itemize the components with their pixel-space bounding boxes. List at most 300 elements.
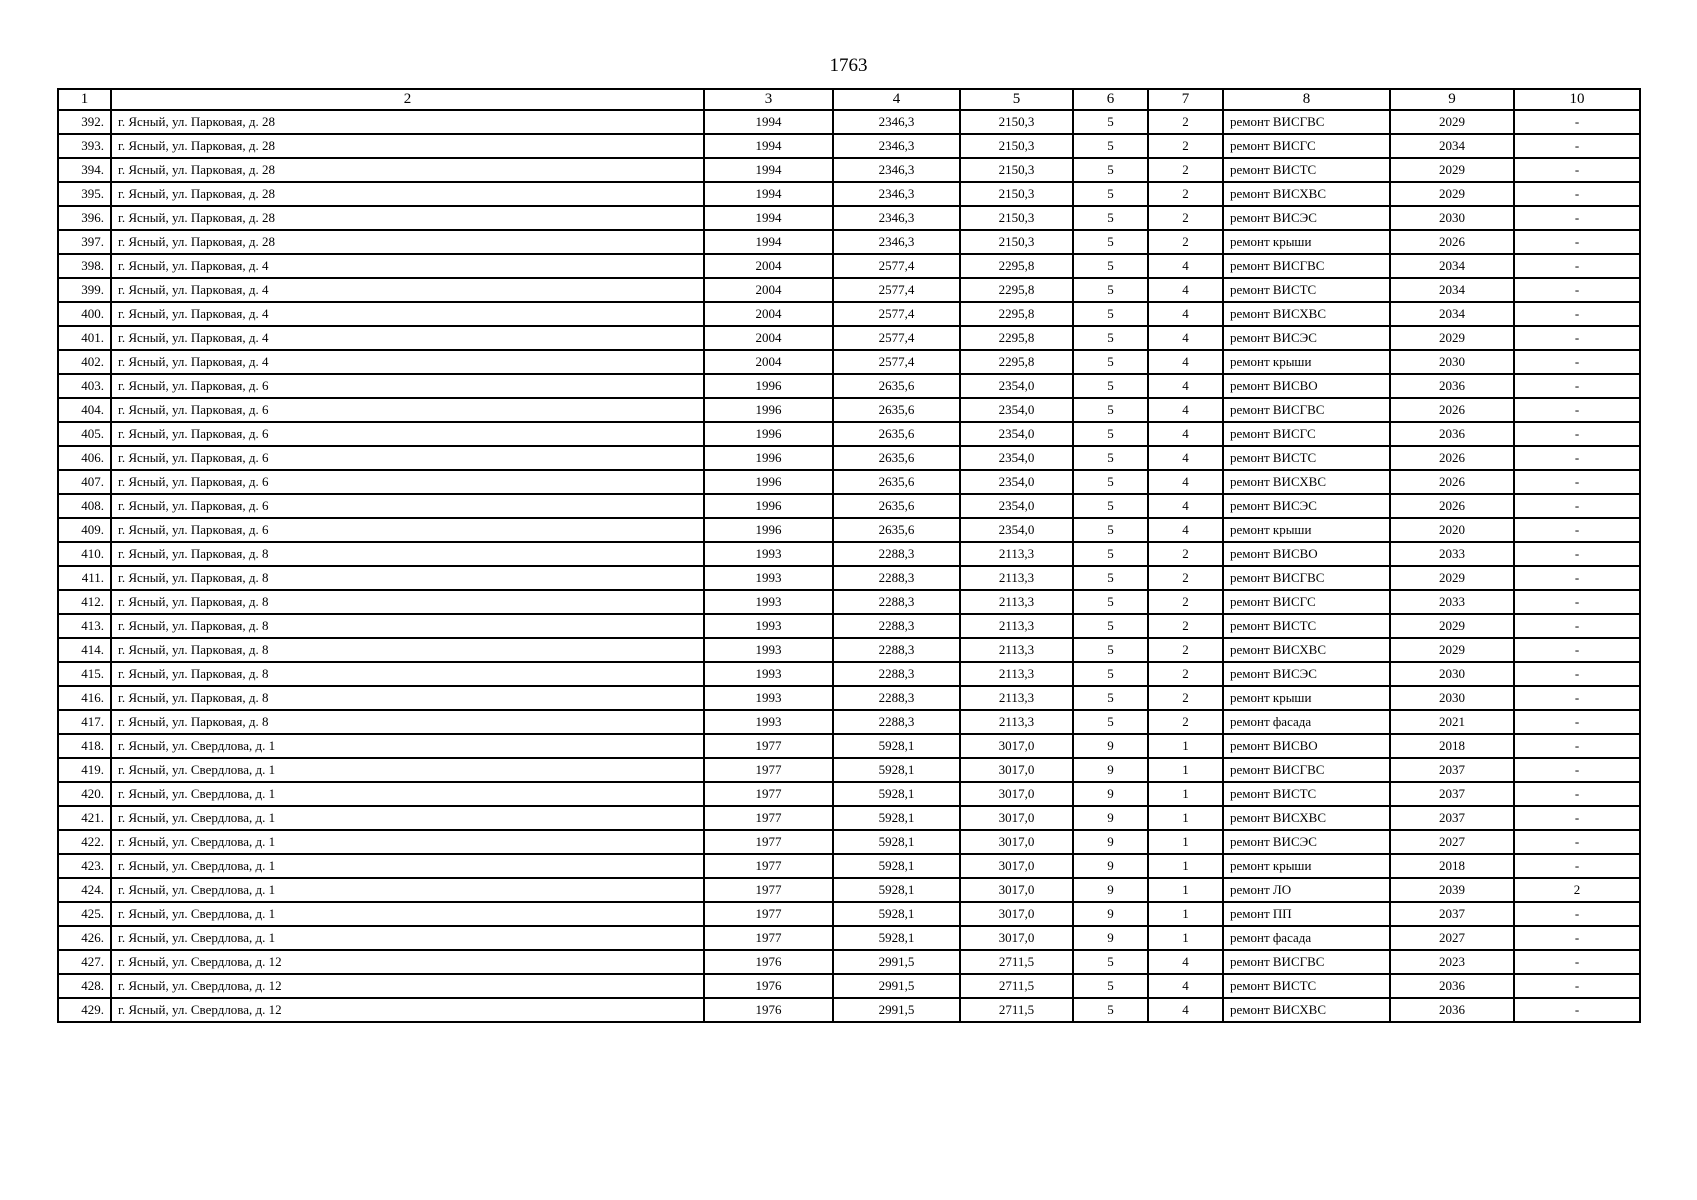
cell-year-built: 1977: [704, 782, 833, 806]
cell-total-area: 2346,3: [833, 206, 960, 230]
cell-living-area: 2295,8: [960, 350, 1073, 374]
cell-note: -: [1514, 758, 1640, 782]
cell-work-type: ремонт ВИСХВС: [1223, 998, 1390, 1022]
cell-work-type: ремонт крыши: [1223, 518, 1390, 542]
cell-floors: 5: [1073, 494, 1148, 518]
cell-year-built: 2004: [704, 302, 833, 326]
table-row: [58, 254, 1640, 278]
cell-planned-year: 2030: [1390, 206, 1514, 230]
cell-row-number: 400.: [58, 302, 111, 326]
cell-planned-year: 2030: [1390, 662, 1514, 686]
cell-planned-year: 2029: [1390, 110, 1514, 134]
cell-entrances: 1: [1148, 734, 1223, 758]
cell-entrances: 4: [1148, 998, 1223, 1022]
cell-floors: 9: [1073, 830, 1148, 854]
cell-entrances: 2: [1148, 542, 1223, 566]
cell-year-built: 1993: [704, 542, 833, 566]
cell-living-area: 2711,5: [960, 974, 1073, 998]
cell-planned-year: 2026: [1390, 230, 1514, 254]
cell-floors: 5: [1073, 590, 1148, 614]
cell-living-area: 3017,0: [960, 854, 1073, 878]
cell-year-built: 1994: [704, 182, 833, 206]
cell-note: -: [1514, 926, 1640, 950]
cell-row-number: 423.: [58, 854, 111, 878]
cell-planned-year: 2034: [1390, 134, 1514, 158]
cell-planned-year: 2036: [1390, 422, 1514, 446]
cell-entrances: 2: [1148, 590, 1223, 614]
cell-floors: 5: [1073, 566, 1148, 590]
cell-address: г. Ясный, ул. Парковая, д. 4: [111, 254, 704, 278]
cell-living-area: 2354,0: [960, 470, 1073, 494]
cell-work-type: ремонт ВИСХВС: [1223, 638, 1390, 662]
column-header-5: 5: [960, 89, 1073, 110]
cell-note: -: [1514, 710, 1640, 734]
cell-living-area: 2113,3: [960, 686, 1073, 710]
cell-entrances: 2: [1148, 710, 1223, 734]
cell-entrances: 4: [1148, 494, 1223, 518]
cell-note: -: [1514, 278, 1640, 302]
cell-floors: 9: [1073, 734, 1148, 758]
cell-year-built: 1994: [704, 110, 833, 134]
cell-note: -: [1514, 326, 1640, 350]
table-row: [58, 494, 1640, 518]
column-header-1: 1: [58, 89, 111, 110]
cell-floors: 9: [1073, 782, 1148, 806]
cell-living-area: 2150,3: [960, 206, 1073, 230]
cell-row-number: 427.: [58, 950, 111, 974]
cell-year-built: 1977: [704, 878, 833, 902]
cell-living-area: 2113,3: [960, 710, 1073, 734]
cell-address: г. Ясный, ул. Парковая, д. 8: [111, 638, 704, 662]
cell-row-number: 422.: [58, 830, 111, 854]
cell-note: -: [1514, 638, 1640, 662]
cell-work-type: ремонт ВИСГВС: [1223, 254, 1390, 278]
cell-address: г. Ясный, ул. Свердлова, д. 1: [111, 734, 704, 758]
table-row: [58, 614, 1640, 638]
cell-floors: 5: [1073, 254, 1148, 278]
table-row: [58, 566, 1640, 590]
cell-total-area: 2288,3: [833, 686, 960, 710]
cell-address: г. Ясный, ул. Парковая, д. 4: [111, 326, 704, 350]
cell-work-type: ремонт ВИСТС: [1223, 614, 1390, 638]
cell-living-area: 2113,3: [960, 662, 1073, 686]
cell-year-built: 2004: [704, 254, 833, 278]
cell-address: г. Ясный, ул. Парковая, д. 8: [111, 566, 704, 590]
table-row: [58, 638, 1640, 662]
cell-floors: 5: [1073, 374, 1148, 398]
cell-row-number: 392.: [58, 110, 111, 134]
cell-year-built: 1996: [704, 374, 833, 398]
cell-note: -: [1514, 206, 1640, 230]
table-row: [58, 110, 1640, 134]
cell-total-area: 2635,6: [833, 470, 960, 494]
cell-floors: 9: [1073, 878, 1148, 902]
cell-year-built: 1993: [704, 686, 833, 710]
cell-note: -: [1514, 734, 1640, 758]
table-row: [58, 374, 1640, 398]
cell-address: г. Ясный, ул. Свердлова, д. 1: [111, 782, 704, 806]
cell-floors: 5: [1073, 446, 1148, 470]
cell-year-built: 1993: [704, 590, 833, 614]
cell-floors: 5: [1073, 182, 1148, 206]
cell-row-number: 425.: [58, 902, 111, 926]
cell-row-number: 429.: [58, 998, 111, 1022]
table-row: [58, 902, 1640, 926]
cell-note: -: [1514, 182, 1640, 206]
cell-entrances: 4: [1148, 254, 1223, 278]
cell-address: г. Ясный, ул. Парковая, д. 8: [111, 710, 704, 734]
cell-floors: 5: [1073, 614, 1148, 638]
cell-floors: 5: [1073, 278, 1148, 302]
cell-row-number: 394.: [58, 158, 111, 182]
cell-planned-year: 2036: [1390, 974, 1514, 998]
cell-note: -: [1514, 446, 1640, 470]
cell-note: -: [1514, 134, 1640, 158]
cell-year-built: 1996: [704, 494, 833, 518]
cell-floors: 5: [1073, 518, 1148, 542]
cell-total-area: 2288,3: [833, 542, 960, 566]
table-row: [58, 998, 1640, 1022]
cell-year-built: 1996: [704, 518, 833, 542]
cell-entrances: 2: [1148, 566, 1223, 590]
cell-row-number: 393.: [58, 134, 111, 158]
cell-living-area: 2113,3: [960, 614, 1073, 638]
cell-living-area: 2113,3: [960, 566, 1073, 590]
cell-address: г. Ясный, ул. Парковая, д. 6: [111, 470, 704, 494]
cell-address: г. Ясный, ул. Свердлова, д. 1: [111, 806, 704, 830]
cell-address: г. Ясный, ул. Парковая, д. 6: [111, 398, 704, 422]
cell-year-built: 1993: [704, 638, 833, 662]
cell-total-area: 2577,4: [833, 278, 960, 302]
cell-planned-year: 2027: [1390, 830, 1514, 854]
cell-note: -: [1514, 470, 1640, 494]
cell-entrances: 2: [1148, 638, 1223, 662]
cell-entrances: 4: [1148, 302, 1223, 326]
cell-entrances: 4: [1148, 518, 1223, 542]
table-row: [58, 518, 1640, 542]
cell-note: -: [1514, 302, 1640, 326]
cell-planned-year: 2026: [1390, 494, 1514, 518]
cell-entrances: 4: [1148, 950, 1223, 974]
table-row: [58, 590, 1640, 614]
cell-note: -: [1514, 902, 1640, 926]
cell-planned-year: 2033: [1390, 542, 1514, 566]
table-row: [58, 302, 1640, 326]
cell-total-area: 2635,6: [833, 374, 960, 398]
cell-total-area: 2991,5: [833, 974, 960, 998]
table-row: [58, 470, 1640, 494]
cell-planned-year: 2029: [1390, 614, 1514, 638]
cell-row-number: 408.: [58, 494, 111, 518]
cell-note: -: [1514, 614, 1640, 638]
cell-planned-year: 2026: [1390, 398, 1514, 422]
cell-year-built: 1977: [704, 926, 833, 950]
cell-total-area: 5928,1: [833, 878, 960, 902]
cell-total-area: 5928,1: [833, 854, 960, 878]
cell-living-area: 2150,3: [960, 134, 1073, 158]
cell-floors: 5: [1073, 686, 1148, 710]
cell-address: г. Ясный, ул. Свердлова, д. 12: [111, 950, 704, 974]
table-row: [58, 686, 1640, 710]
cell-address: г. Ясный, ул. Свердлова, д. 12: [111, 974, 704, 998]
cell-row-number: 411.: [58, 566, 111, 590]
cell-floors: 5: [1073, 974, 1148, 998]
table-row: [58, 734, 1640, 758]
table-row: [58, 830, 1640, 854]
cell-living-area: 2295,8: [960, 278, 1073, 302]
cell-note: -: [1514, 350, 1640, 374]
cell-work-type: ремонт ВИСТС: [1223, 158, 1390, 182]
cell-total-area: 2577,4: [833, 326, 960, 350]
cell-floors: 5: [1073, 542, 1148, 566]
cell-total-area: 2635,6: [833, 518, 960, 542]
cell-year-built: 1996: [704, 398, 833, 422]
cell-entrances: 1: [1148, 926, 1223, 950]
cell-entrances: 2: [1148, 686, 1223, 710]
cell-work-type: ремонт ВИСВО: [1223, 374, 1390, 398]
cell-total-area: 5928,1: [833, 806, 960, 830]
cell-total-area: 2635,6: [833, 446, 960, 470]
table-row: [58, 158, 1640, 182]
cell-total-area: 2991,5: [833, 998, 960, 1022]
cell-planned-year: 2034: [1390, 278, 1514, 302]
cell-work-type: ремонт ВИСЭС: [1223, 662, 1390, 686]
cell-living-area: 2354,0: [960, 494, 1073, 518]
cell-note: -: [1514, 590, 1640, 614]
cell-work-type: ремонт ВИСГВС: [1223, 398, 1390, 422]
cell-living-area: 2354,0: [960, 422, 1073, 446]
cell-year-built: 2004: [704, 326, 833, 350]
table-row: [58, 854, 1640, 878]
cell-floors: 5: [1073, 326, 1148, 350]
cell-floors: 5: [1073, 230, 1148, 254]
cell-planned-year: 2029: [1390, 182, 1514, 206]
table-row: [58, 230, 1640, 254]
cell-work-type: ремонт крыши: [1223, 350, 1390, 374]
cell-year-built: 1993: [704, 614, 833, 638]
cell-floors: 5: [1073, 206, 1148, 230]
cell-address: г. Ясный, ул. Парковая, д. 6: [111, 422, 704, 446]
cell-entrances: 1: [1148, 758, 1223, 782]
cell-total-area: 5928,1: [833, 758, 960, 782]
cell-address: г. Ясный, ул. Свердлова, д. 1: [111, 926, 704, 950]
cell-living-area: 2150,3: [960, 182, 1073, 206]
cell-note: -: [1514, 542, 1640, 566]
cell-row-number: 401.: [58, 326, 111, 350]
cell-note: -: [1514, 494, 1640, 518]
cell-living-area: 3017,0: [960, 758, 1073, 782]
cell-entrances: 1: [1148, 902, 1223, 926]
cell-floors: 5: [1073, 134, 1148, 158]
cell-address: г. Ясный, ул. Свердлова, д. 1: [111, 758, 704, 782]
cell-work-type: ремонт фасада: [1223, 926, 1390, 950]
table-row: [58, 974, 1640, 998]
cell-total-area: 5928,1: [833, 902, 960, 926]
cell-work-type: ремонт крыши: [1223, 230, 1390, 254]
cell-address: г. Ясный, ул. Парковая, д. 8: [111, 662, 704, 686]
cell-planned-year: 2037: [1390, 758, 1514, 782]
cell-year-built: 2004: [704, 278, 833, 302]
cell-living-area: 3017,0: [960, 902, 1073, 926]
cell-work-type: ремонт фасада: [1223, 710, 1390, 734]
column-header-9: 9: [1390, 89, 1514, 110]
cell-row-number: 428.: [58, 974, 111, 998]
cell-living-area: 2711,5: [960, 950, 1073, 974]
cell-total-area: 5928,1: [833, 734, 960, 758]
cell-total-area: 2635,6: [833, 422, 960, 446]
cell-total-area: 2346,3: [833, 158, 960, 182]
cell-row-number: 412.: [58, 590, 111, 614]
cell-planned-year: 2037: [1390, 902, 1514, 926]
cell-year-built: 1994: [704, 206, 833, 230]
header-row: [58, 89, 1640, 110]
cell-living-area: 2354,0: [960, 518, 1073, 542]
cell-planned-year: 2033: [1390, 590, 1514, 614]
cell-row-number: 414.: [58, 638, 111, 662]
cell-note: -: [1514, 422, 1640, 446]
cell-year-built: 1994: [704, 158, 833, 182]
cell-address: г. Ясный, ул. Парковая, д. 4: [111, 302, 704, 326]
column-header-4: 4: [833, 89, 960, 110]
cell-row-number: 402.: [58, 350, 111, 374]
column-header-3: 3: [704, 89, 833, 110]
cell-work-type: ремонт ВИСХВС: [1223, 302, 1390, 326]
cell-work-type: ремонт ВИСЭС: [1223, 326, 1390, 350]
cell-living-area: 2150,3: [960, 158, 1073, 182]
cell-row-number: 417.: [58, 710, 111, 734]
cell-work-type: ремонт ПП: [1223, 902, 1390, 926]
cell-living-area: 2113,3: [960, 638, 1073, 662]
cell-planned-year: 2029: [1390, 566, 1514, 590]
cell-year-built: 1977: [704, 806, 833, 830]
cell-year-built: 1996: [704, 422, 833, 446]
cell-floors: 5: [1073, 110, 1148, 134]
cell-total-area: 5928,1: [833, 926, 960, 950]
cell-year-built: 1993: [704, 662, 833, 686]
cell-entrances: 4: [1148, 350, 1223, 374]
cell-entrances: 2: [1148, 110, 1223, 134]
cell-row-number: 421.: [58, 806, 111, 830]
cell-year-built: 1994: [704, 230, 833, 254]
cell-row-number: 416.: [58, 686, 111, 710]
cell-planned-year: 2036: [1390, 998, 1514, 1022]
cell-entrances: 2: [1148, 230, 1223, 254]
cell-address: г. Ясный, ул. Парковая, д. 4: [111, 350, 704, 374]
cell-work-type: ремонт ВИСЭС: [1223, 830, 1390, 854]
cell-address: г. Ясный, ул. Парковая, д. 6: [111, 374, 704, 398]
cell-total-area: 2991,5: [833, 950, 960, 974]
cell-work-type: ремонт крыши: [1223, 686, 1390, 710]
cell-living-area: 2354,0: [960, 374, 1073, 398]
cell-total-area: 2288,3: [833, 566, 960, 590]
table-row: [58, 758, 1640, 782]
cell-entrances: 1: [1148, 782, 1223, 806]
cell-note: 2: [1514, 878, 1640, 902]
cell-address: г. Ясный, ул. Свердлова, д. 1: [111, 854, 704, 878]
cell-year-built: 1996: [704, 470, 833, 494]
table-row: [58, 422, 1640, 446]
cell-living-area: 3017,0: [960, 782, 1073, 806]
cell-row-number: 406.: [58, 446, 111, 470]
cell-row-number: 398.: [58, 254, 111, 278]
cell-living-area: 2354,0: [960, 446, 1073, 470]
cell-row-number: 426.: [58, 926, 111, 950]
cell-living-area: 2295,8: [960, 302, 1073, 326]
cell-row-number: 410.: [58, 542, 111, 566]
cell-planned-year: 2020: [1390, 518, 1514, 542]
cell-note: -: [1514, 662, 1640, 686]
table-row: [58, 782, 1640, 806]
cell-floors: 5: [1073, 710, 1148, 734]
cell-address: г. Ясный, ул. Парковая, д. 6: [111, 494, 704, 518]
cell-floors: 9: [1073, 758, 1148, 782]
cell-living-area: 2113,3: [960, 590, 1073, 614]
cell-note: -: [1514, 806, 1640, 830]
cell-total-area: 2346,3: [833, 182, 960, 206]
cell-entrances: 2: [1148, 206, 1223, 230]
cell-note: -: [1514, 110, 1640, 134]
cell-entrances: 4: [1148, 422, 1223, 446]
cell-floors: 9: [1073, 806, 1148, 830]
cell-total-area: 2346,3: [833, 230, 960, 254]
cell-entrances: 1: [1148, 806, 1223, 830]
cell-planned-year: 2027: [1390, 926, 1514, 950]
cell-work-type: ремонт ВИСГВС: [1223, 758, 1390, 782]
cell-floors: 5: [1073, 470, 1148, 494]
column-header-7: 7: [1148, 89, 1223, 110]
cell-floors: 9: [1073, 926, 1148, 950]
table-row: [58, 710, 1640, 734]
column-header-2: 2: [111, 89, 704, 110]
cell-year-built: 1993: [704, 710, 833, 734]
cell-work-type: ремонт ВИСТС: [1223, 974, 1390, 998]
cell-living-area: 3017,0: [960, 830, 1073, 854]
table-row: [58, 542, 1640, 566]
cell-living-area: 2150,3: [960, 110, 1073, 134]
cell-floors: 9: [1073, 854, 1148, 878]
cell-note: -: [1514, 854, 1640, 878]
cell-note: -: [1514, 398, 1640, 422]
cell-living-area: 3017,0: [960, 926, 1073, 950]
column-header-10: 10: [1514, 89, 1640, 110]
cell-work-type: ремонт ВИСХВС: [1223, 806, 1390, 830]
cell-row-number: 399.: [58, 278, 111, 302]
cell-address: г. Ясный, ул. Парковая, д. 28: [111, 134, 704, 158]
cell-total-area: 2635,6: [833, 398, 960, 422]
table-row: [58, 182, 1640, 206]
cell-planned-year: 2030: [1390, 686, 1514, 710]
cell-address: г. Ясный, ул. Свердлова, д. 1: [111, 902, 704, 926]
cell-total-area: 2288,3: [833, 710, 960, 734]
cell-planned-year: 2039: [1390, 878, 1514, 902]
cell-total-area: 2635,6: [833, 494, 960, 518]
cell-work-type: ремонт ВИСГС: [1223, 590, 1390, 614]
cell-row-number: 403.: [58, 374, 111, 398]
cell-entrances: 4: [1148, 446, 1223, 470]
table-row: [58, 806, 1640, 830]
cell-note: -: [1514, 974, 1640, 998]
cell-row-number: 419.: [58, 758, 111, 782]
cell-living-area: 2295,8: [960, 326, 1073, 350]
cell-living-area: 2295,8: [960, 254, 1073, 278]
cell-address: г. Ясный, ул. Свердлова, д. 12: [111, 998, 704, 1022]
table-row: [58, 206, 1640, 230]
cell-year-built: 1994: [704, 134, 833, 158]
cell-entrances: 2: [1148, 662, 1223, 686]
cell-living-area: 3017,0: [960, 878, 1073, 902]
cell-total-area: 2346,3: [833, 134, 960, 158]
cell-work-type: ремонт ВИСХВС: [1223, 470, 1390, 494]
